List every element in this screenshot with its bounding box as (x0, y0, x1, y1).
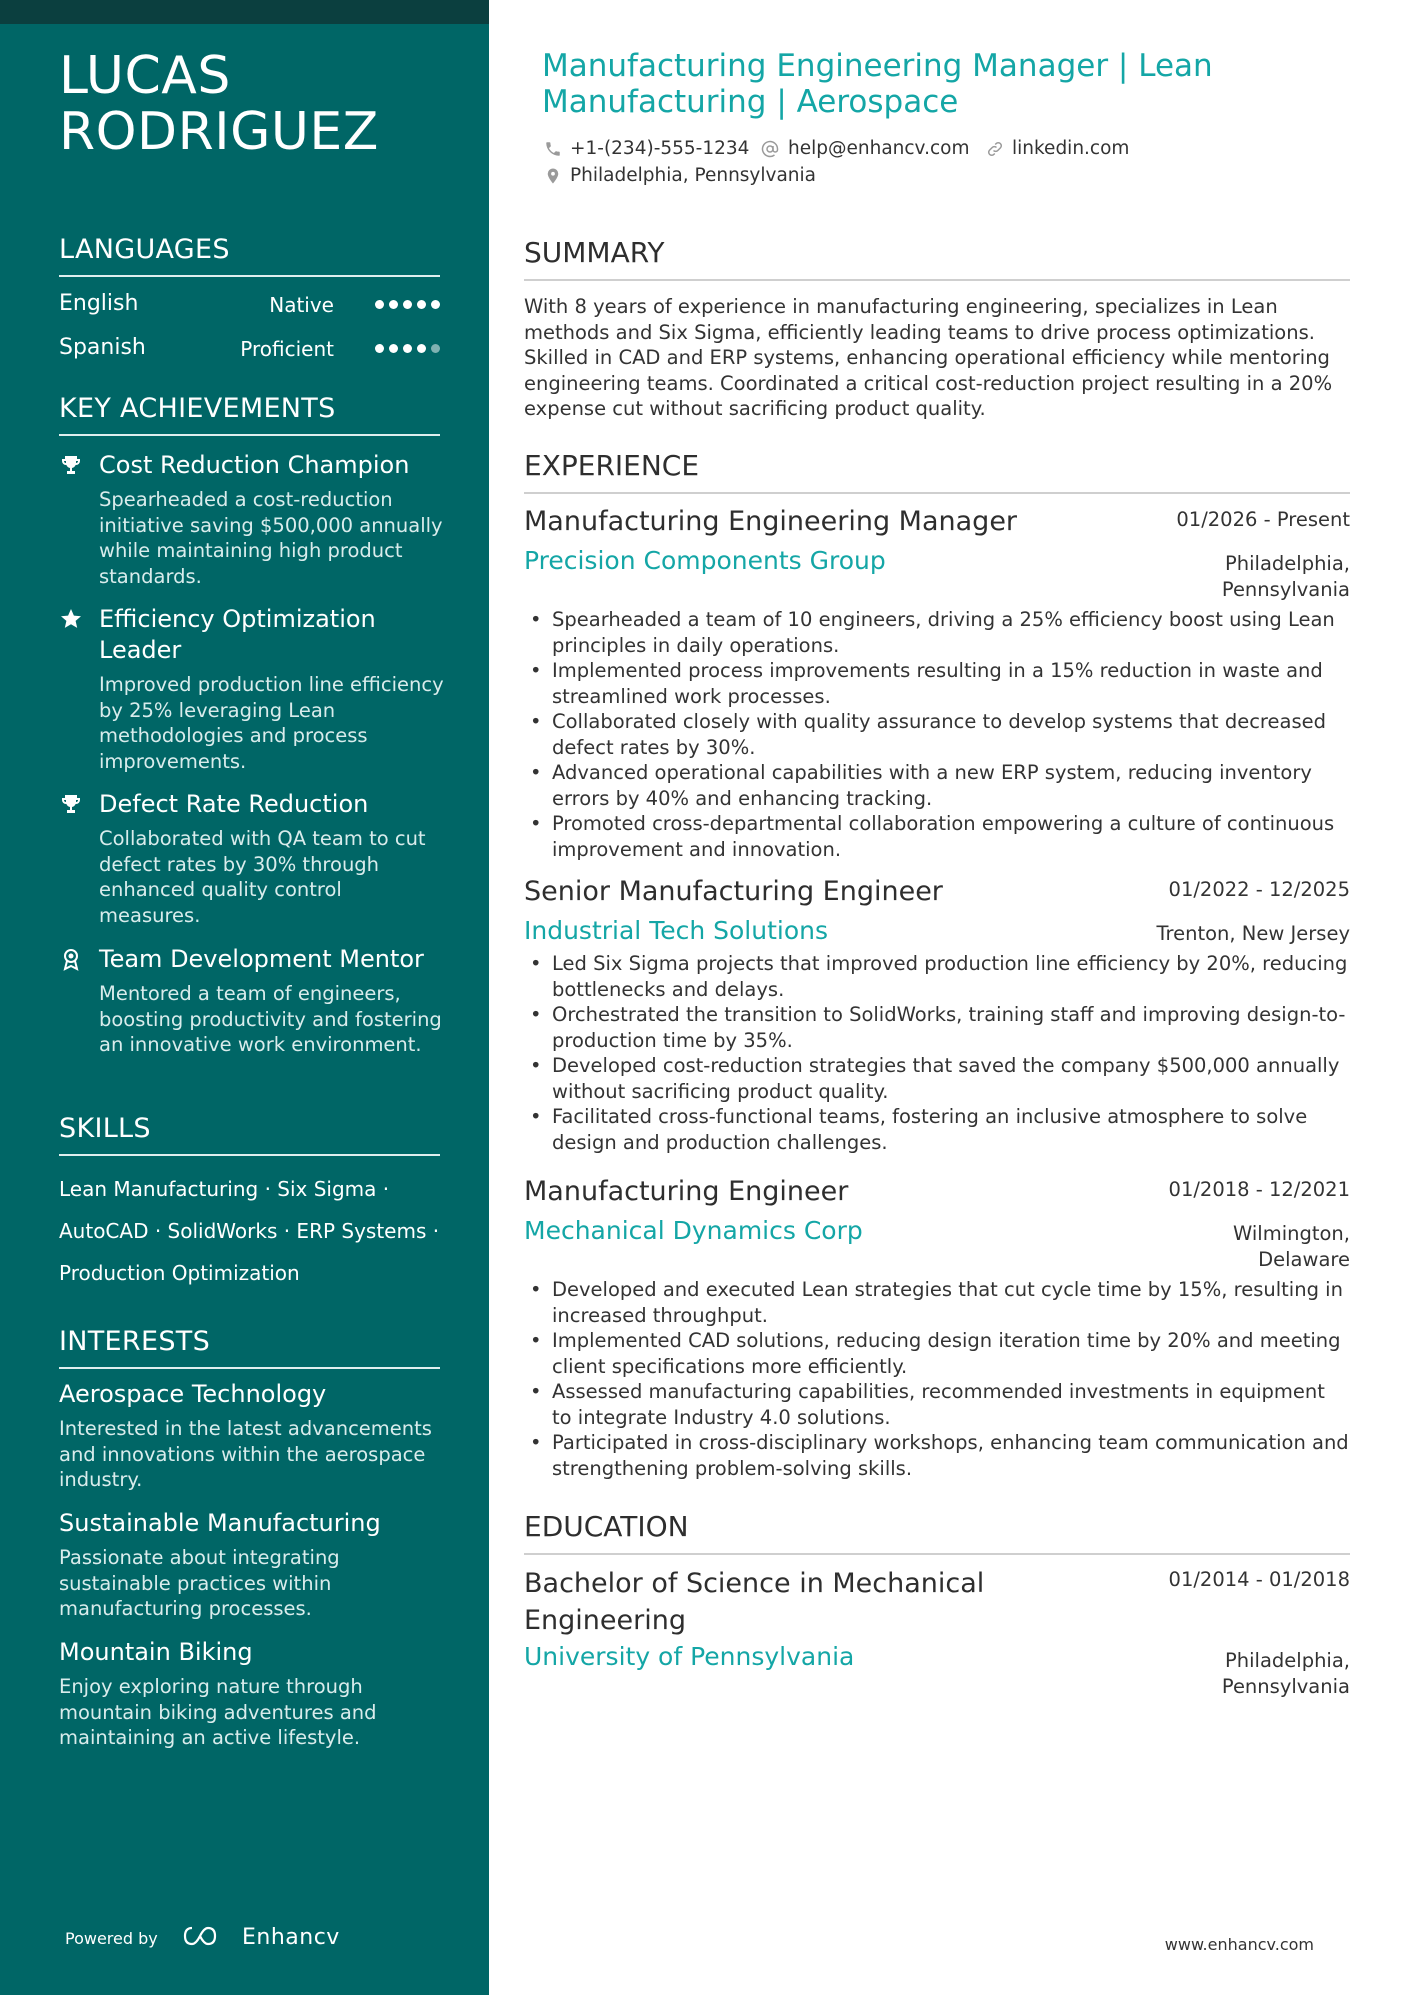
bullet-item: • Spearheaded a team of 10 engineers, driving a 25% efficiency boost using Lean principles in daily operations. (524, 607, 1350, 658)
contact-phone[interactable]: +1-(234)-555-1234 (570, 138, 750, 159)
achievement-description: Mentored a team of engineers, boosting productivity and fostering an innovative work environment. (99, 982, 442, 1056)
achievement-description: Improved production line efficiency by 25% leveraging Lean methodologies and process improvements. (99, 673, 444, 773)
bullet-item: • Orchestrated the transition to SolidWorks, training staff and improving design-to-production time by 35%. (524, 1002, 1350, 1053)
job-company: Precision Components Group (524, 546, 886, 575)
rating-dot (431, 300, 440, 309)
skills-line: AutoCAD · SolidWorks · ERP Systems · (59, 1219, 440, 1243)
medal-icon (59, 947, 83, 971)
rating-dot (417, 300, 426, 309)
footer-url[interactable]: www.enhancv.com (1164, 1935, 1314, 1954)
skills-line: Production Optimization (59, 1261, 300, 1285)
skills-list (59, 1168, 444, 1294)
achievement-title: Cost Reduction Champion (99, 451, 410, 479)
location-pin-icon (544, 167, 562, 185)
bullet-item: • Promoted cross-departmental collaboration empowering a culture of continuous improvement and innovation. (524, 811, 1350, 862)
interest-description: Interested in the latest advancements and innovations within the aerospace industry. (59, 1417, 432, 1491)
job-role: Senior Manufacturing Engineer (524, 876, 943, 907)
star-icon (59, 607, 83, 631)
sidebar (0, 0, 489, 1995)
link-icon (986, 140, 1004, 158)
education-location: Philadelphia, Pennsylvania (1221, 1649, 1350, 1698)
education-dates: 01/2014 - 01/2018 (1168, 1568, 1350, 1591)
experience-entry (524, 875, 1350, 1155)
achievement-item (59, 944, 444, 1058)
bullet-item: • Advanced operational capabilities with a new ERP system, reducing inventory errors by 40% and enhancing tracking. (524, 760, 1350, 811)
job-title-headline: Manufacturing Engineering Manager | Lean Manufacturing | Aerospace (542, 48, 1213, 120)
contact-location: Philadelphia, Pennsylvania (570, 165, 817, 186)
interest-title: Aerospace Technology (59, 1380, 327, 1408)
trophy-icon (59, 792, 83, 816)
language-level: Proficient (240, 337, 334, 361)
job-role: Manufacturing Engineer (524, 1176, 849, 1207)
achievement-item (59, 450, 444, 589)
skills-line: Lean Manufacturing · Six Sigma · (59, 1177, 390, 1201)
contact-email[interactable]: help@enhancv.com (788, 138, 970, 159)
phone-icon (544, 140, 562, 158)
languages-heading: LANGUAGES (59, 234, 440, 277)
bullet-item: • Developed and executed Lean strategies that cut cycle time by 15%, resulting in increased throughput. (524, 1277, 1350, 1328)
rating-dot (403, 344, 412, 353)
experience-entry (524, 505, 1350, 862)
job-location: Philadelphia, Pennsylvania (1221, 552, 1350, 601)
job-location: Trenton, New Jersey (1156, 922, 1350, 945)
experience-entry (524, 1175, 1350, 1481)
bullet-item: • Collaborated closely with quality assurance to develop systems that decreased defect rates by 30%. (524, 709, 1350, 760)
language-name: Spanish (59, 335, 146, 360)
main-content (489, 0, 1410, 1995)
language-rating (375, 344, 440, 353)
language-name: English (59, 291, 139, 316)
enhancv-logo-icon (183, 1925, 217, 1947)
achievement-title: Defect Rate Reduction (99, 790, 369, 818)
skills-heading: SKILLS (59, 1113, 440, 1156)
language-level: Native (269, 293, 334, 317)
job-dates: 01/2026 - Present (1176, 508, 1350, 531)
achievement-item (59, 604, 444, 774)
bullet-item: • Assessed manufacturing capabilities, recommended investments in equipment to integrate Industry 4.0 solutions. (524, 1379, 1350, 1430)
job-company: Mechanical Dynamics Corp (524, 1216, 863, 1245)
job-dates: 01/2022 - 12/2025 (1168, 878, 1350, 901)
bullet-item: • Implemented CAD solutions, reducing design iteration time by 20% and meeting client specifications more efficiently. (524, 1328, 1350, 1379)
education-entry (524, 1565, 1350, 1698)
bullet-item: • Led Six Sigma projects that improved production line efficiency by 20%, reducing bottlenecks and delays. (524, 951, 1350, 1002)
language-row (59, 291, 440, 325)
job-dates: 01/2018 - 12/2021 (1168, 1178, 1350, 1201)
achievement-title: Efficiency Optimization Leader (99, 605, 376, 664)
education-school: University of Pennsylvania (524, 1642, 855, 1671)
interests-heading: INTERESTS (59, 1326, 440, 1369)
interest-item (59, 1379, 444, 1493)
bullet-item: • Facilitated cross-functional teams, fostering an inclusive atmosphere to solve design and production challenges. (524, 1104, 1350, 1155)
summary-heading: SUMMARY (524, 236, 1350, 281)
rating-dot (403, 300, 412, 309)
achievement-item (59, 789, 444, 928)
bullet-item: • Participated in cross-disciplinary workshops, enhancing team communication and strengthening problem-solving skills. (524, 1430, 1350, 1481)
at-sign-icon (761, 140, 779, 158)
job-bullets (524, 951, 1350, 1155)
interest-title: Mountain Biking (59, 1638, 253, 1666)
candidate-name: LUCAS RODRIGUEZ (59, 46, 379, 162)
rating-dot (375, 300, 384, 309)
language-rating (375, 300, 440, 309)
trophy-icon (59, 453, 83, 477)
interest-item (59, 1637, 444, 1751)
job-company: Industrial Tech Solutions (524, 916, 829, 945)
rating-dot (389, 344, 398, 353)
achievement-description: Spearheaded a cost-reduction initiative saving $500,000 annually while maintaining high product standards. (99, 488, 443, 588)
powered-by-label: Powered by (65, 1929, 158, 1948)
bullet-item: • Implemented process improvements resulting in a 15% reduction in waste and streamlined work processes. (524, 658, 1350, 709)
interest-description: Passionate about integrating sustainable practices within manufacturing processes. (59, 1546, 340, 1620)
summary-text: With 8 years of experience in manufacturing engineering, specializes in Lean methods and Six Sigma, efficiently leading teams to drive process optimizations. Skilled in CAD and ERP systems, enhancing operational efficiency while mentoring engineering teams. Coordinated a critical cost-reduction project resulting in a 20% expense cut without sacrificing product quality. (524, 295, 1333, 420)
rating-dot (389, 300, 398, 309)
rating-dot (375, 344, 384, 353)
job-bullets (524, 1277, 1350, 1481)
achievement-description: Collaborated with QA team to cut defect rates by 30% through enhanced quality control measures. (99, 827, 426, 927)
interest-description: Enjoy exploring nature through mountain biking adventures and maintaining an active lifestyle. (59, 1675, 377, 1749)
achievement-title: Team Development Mentor (99, 945, 424, 973)
rating-dot (417, 344, 426, 353)
sidebar-top-bar (0, 0, 489, 24)
education-heading: EDUCATION (524, 1510, 1350, 1555)
enhancv-brand: Enhancv (242, 1925, 340, 1950)
job-role: Manufacturing Engineering Manager (524, 506, 1018, 537)
education-degree: Bachelor of Science in Mechanical Engineering (524, 1568, 985, 1636)
contact-linkedin[interactable]: linkedin.com (1012, 138, 1130, 159)
bullet-item: • Developed cost-reduction strategies that saved the company $500,000 annually without sacrificing product quality. (524, 1053, 1350, 1104)
interest-title: Sustainable Manufacturing (59, 1509, 381, 1537)
language-row (59, 335, 440, 369)
experience-heading: EXPERIENCE (524, 449, 1350, 494)
achievements-heading: KEY ACHIEVEMENTS (59, 393, 440, 436)
job-bullets (524, 607, 1350, 862)
interest-item (59, 1508, 444, 1622)
job-location: Wilmington, Delaware (1233, 1222, 1350, 1271)
rating-dot (431, 344, 440, 353)
